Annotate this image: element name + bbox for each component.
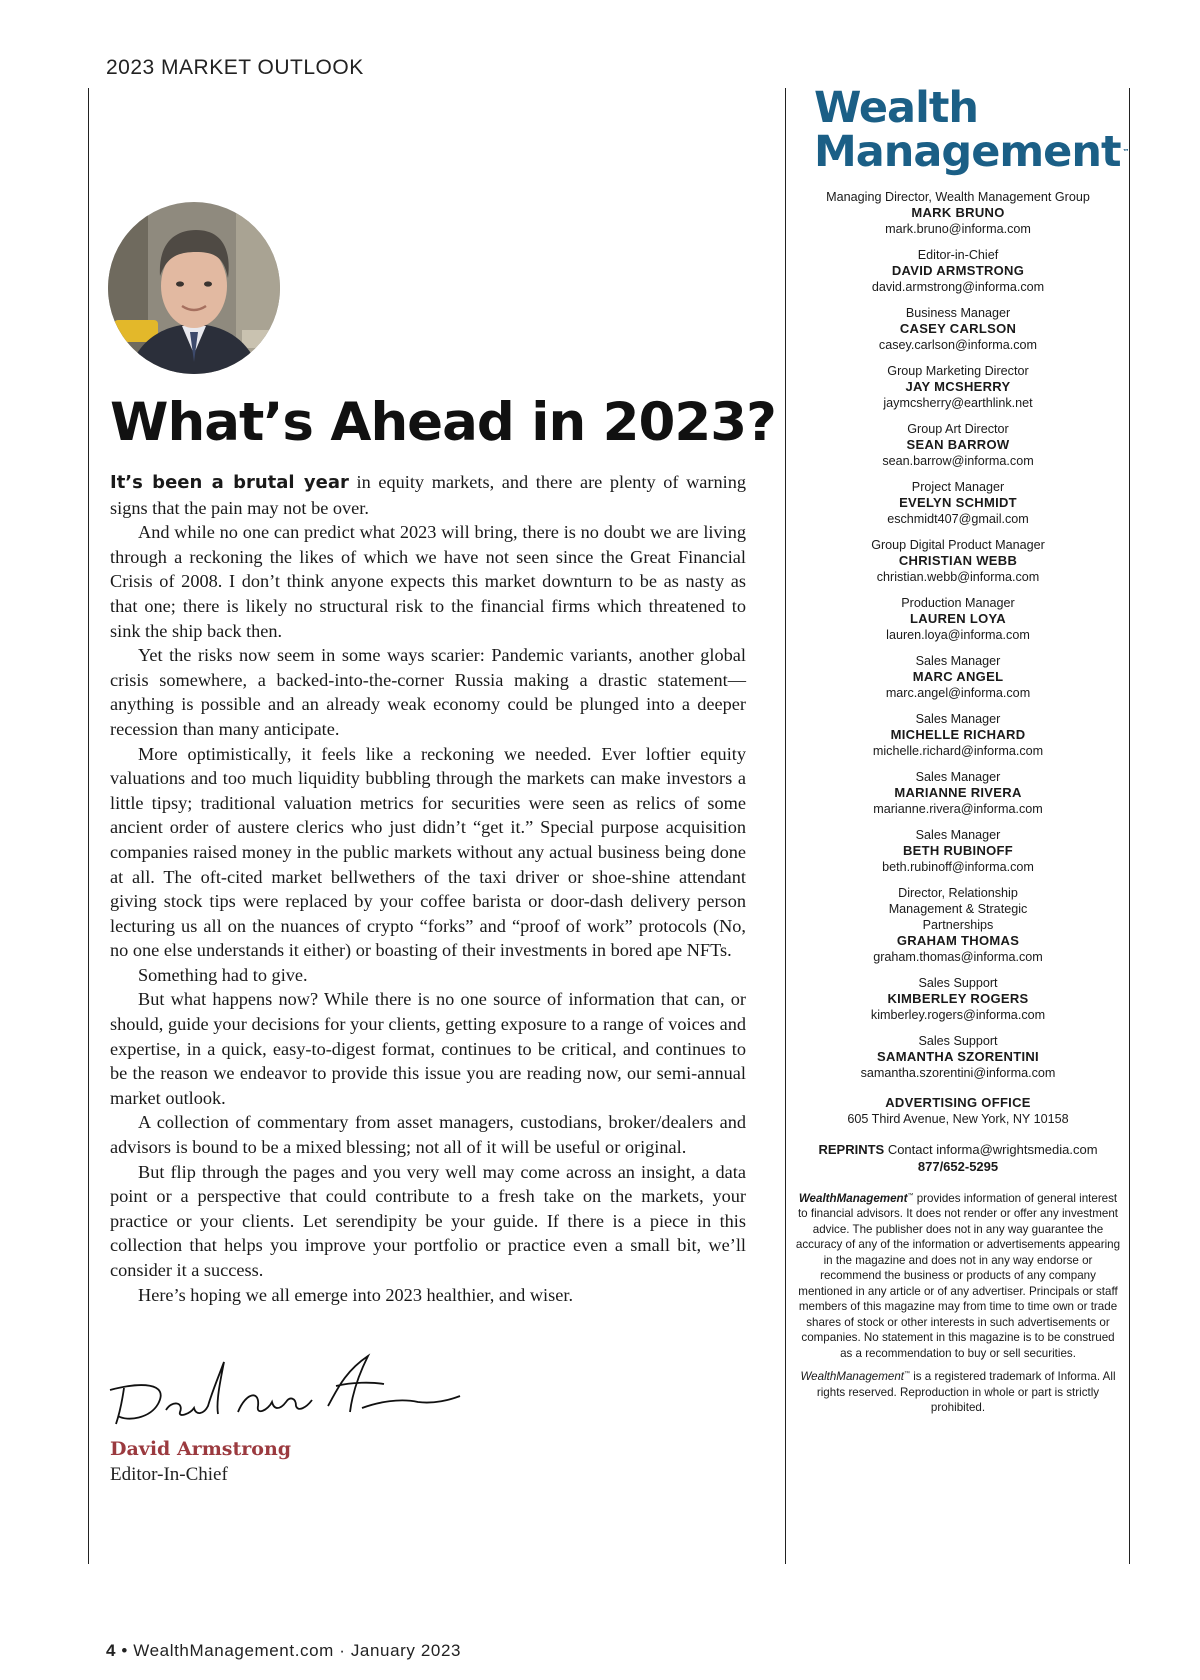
staff-name: MICHELLE RICHARD [890, 727, 1026, 742]
staff-entry [790, 363, 1126, 411]
advertising-label: ADVERTISING OFFICE [885, 1095, 1031, 1110]
paragraph: Yet the risks now seem in some ways scarier: Pandemic variants, another global crisis somewhere, a backed-into-the-corner Russia making a drastic statement—anything is possible and an already weak economy could be plunged into a deeper recession than many anticipate. [110, 645, 746, 739]
disclaimer [790, 1189, 1126, 1361]
paragraph: A collection of commentary from asset managers, custodians, broker/dealers and advisors is bound to be a mixed blessing; not all of it will be useful or original. [110, 1112, 746, 1158]
staff-entry [790, 653, 1126, 701]
staff-email: jaymcsherry@earthlink.net [883, 396, 1033, 410]
disclaimer-brand: WealthManagement [798, 1191, 908, 1205]
staff-name: CHRISTIAN WEBB [898, 553, 1018, 568]
masthead-divider-rule [785, 88, 786, 1564]
reprints-label: REPRINTS [818, 1142, 885, 1157]
staff-name: JAY MCSHERRY [905, 379, 1011, 394]
disclaimer-text: provides information of general interest to financial advisors. It does not render or offer any investment advice. The publisher does not in any way guarantee the accuracy of any of the information or advertisements appearing in the magazine and does not in any way endorse or recommend the business or products of any company mentioned in any article or of any advertiser. Principals or staff members of this magazine may from time to time own or trade shares of stock or other interests in such advertisements or companies. No statement in this magazine is to be construed as a recommendation to buy or sell securities. [795, 1191, 1121, 1360]
paragraph: Here’s hoping we all emerge into 2023 healthier, and wiser. [138, 1284, 574, 1305]
lead-paragraph [110, 470, 746, 520]
advertising-office [790, 1095, 1126, 1127]
staff-name: GRAHAM THOMAS [896, 933, 1020, 948]
reprints-phone: 877/652-5295 [917, 1159, 999, 1174]
staff-role: Business Manager [905, 306, 1011, 320]
page-number: 4 [106, 1641, 117, 1660]
staff-email: lauren.loya@informa.com [886, 628, 1030, 642]
staff-role: Sales Manager [915, 654, 1001, 668]
author-photo [108, 202, 280, 374]
staff-name: LAUREN LOYA [910, 611, 1006, 626]
staff-email: marianne.rivera@informa.com [873, 802, 1043, 816]
logo-line2-text: Management [814, 127, 1121, 177]
staff-name: BETH RUBINOFF [902, 843, 1014, 858]
staff-email: samantha.szorentini@informa.com [860, 1066, 1056, 1080]
logo-tm: ™ [1122, 148, 1129, 156]
masthead [790, 189, 1126, 1416]
staff-email: marc.angel@informa.com [885, 686, 1031, 700]
staff-entry [790, 595, 1126, 643]
reprints-contact: Contact informa@wrightsmedia.com [884, 1142, 1098, 1157]
staff-name: CASEY CARLSON [899, 321, 1017, 336]
lead-in: It’s been a brutal year [110, 472, 349, 493]
staff-entry [790, 711, 1126, 759]
section-label: 2023 MARKET OUTLOOK [106, 56, 364, 79]
staff-role: Sales Support [918, 976, 998, 990]
staff-role: Director, Relationship Management & Strategic Partnerships [888, 886, 1028, 932]
wealth-management-logo [814, 83, 1129, 177]
paragraph: But what happens now? While there is no one source of information that can, or should, guide your decisions for your clients, getting exposure to a range of voices and expertise, in a quick, easy-to-digest format, continues to be critical, and continues to be the reason we endeavor to provide this issue you are reading now, our semi-annual market outlook. [110, 989, 746, 1108]
staff-name: EVELYN SCHMIDT [899, 495, 1017, 510]
staff-entry [790, 827, 1126, 875]
staff-entry [790, 537, 1126, 585]
staff-name: SEAN BARROW [906, 437, 1010, 452]
staff-name: KIMBERLEY ROGERS [887, 991, 1029, 1006]
trademark-tm: ™ [903, 1371, 910, 1378]
staff-entry [790, 975, 1126, 1023]
author-signature [100, 1352, 470, 1442]
staff-entry [790, 189, 1126, 237]
trademark-notice [790, 1367, 1126, 1415]
staff-email: christian.webb@informa.com [876, 570, 1040, 584]
staff-name: MARK BRUNO [911, 205, 1005, 220]
staff-entry [790, 421, 1126, 469]
advertising-address: 605 Third Avenue, New York, NY 10158 [847, 1112, 1069, 1126]
left-column-rule [88, 88, 89, 1564]
disclaimer-tm: ™ [907, 1193, 914, 1199]
paragraph: And while no one can predict what 2023 will bring, there is no doubt we are living through a reckoning the likes of which we have not seen since the Great Financial Crisis of 2008. I don’t think anyone expects this market downturn to be as nasty as that one; there is likely no structural risk to the financial firms which threatened to sink the ship back then. [110, 522, 746, 641]
logo-line2 [814, 127, 1129, 177]
right-column-rule [1129, 88, 1130, 1564]
staff-role: Sales Manager [915, 712, 1001, 726]
staff-role: Group Art Director [907, 422, 1009, 436]
staff-role: Project Manager [911, 480, 1005, 494]
staff-role: Sales Support [918, 1034, 998, 1048]
reprints-line [790, 1141, 1126, 1158]
author-title: Editor-In-Chief [110, 1464, 228, 1485]
staff-role: Editor-in-Chief [917, 248, 999, 262]
staff-email: sean.barrow@informa.com [882, 454, 1034, 468]
staff-email: kimberley.rogers@informa.com [870, 1008, 1046, 1022]
staff-name: SAMANTHA SZORENTINI [877, 1049, 1039, 1064]
footer-site-date: • WealthManagement.com · January 2023 [116, 1641, 462, 1660]
trademark-brand: WealthManagement [800, 1370, 904, 1384]
staff-entry [790, 885, 1126, 965]
logo-line1: Wealth [814, 83, 978, 133]
staff-role: Sales Manager [915, 828, 1001, 842]
paragraph: More optimistically, it feels like a reckoning we needed. Ever loftier equity valuations and too much liquidity bubbling through the markets can make investors a little tipsy; traditional valuation metrics for securities were seen as relics of some ancient order of austere clerics who just didn’t “get it.” Special purpose acquisition companies raised money in the public markets without any actual business being done at all. The oft-cited market bellwethers of the taxi driver or shoe-shine attendant giving stock tips were replaced by your coffee barista or door-dash delivery person lecturing us all on the nuances of crypto “forks” and “proof of work” protocols (No, no one else understands it either) or boasting of their investments in bored ape NFTs. [110, 743, 746, 961]
staff-name: DAVID ARMSTRONG [891, 263, 1025, 278]
article-headline: What’s Ahead in 2023? [110, 392, 776, 453]
staff-role: Production Manager [901, 596, 1015, 610]
staff-email: mark.bruno@informa.com [885, 222, 1031, 236]
author-name: David Armstrong [110, 1438, 292, 1460]
article-body [110, 470, 746, 1307]
paragraph: But flip through the pages and you very well may come across an insight, a data point or a perspective that could contribute to a fresh take on the markets, your practice or your clients. Let serendipity be your guide. If there is a piece in this collection that helps you improve your portfolio or practice even a small bit, we’ll consider it a success. [110, 1161, 746, 1280]
staff-role: Managing Director, Wealth Management Group [826, 190, 1090, 204]
staff-entry [790, 769, 1126, 817]
lead-text: in equity markets, and there are plenty of warning signs that the pain may not be over. [110, 472, 746, 518]
staff-email: beth.rubinoff@informa.com [882, 860, 1034, 874]
staff-name: MARC ANGEL [912, 669, 1004, 684]
staff-role: Sales Manager [915, 770, 1001, 784]
staff-role: Group Marketing Director [887, 364, 1029, 378]
staff-email: david.armstrong@informa.com [871, 280, 1045, 294]
page-footer [106, 1641, 461, 1661]
staff-email: graham.thomas@informa.com [873, 950, 1043, 964]
staff-entry [790, 479, 1126, 527]
staff-email: casey.carlson@informa.com [878, 338, 1038, 352]
staff-entry [790, 305, 1126, 353]
reprints [790, 1141, 1126, 1175]
staff-email: michelle.richard@informa.com [872, 744, 1044, 758]
trademark-text: is a registered trademark of Informa. All rights reserved. Reproduction in whole or part is strictly prohibited. [816, 1370, 1116, 1415]
staff-email: eschmidt407@gmail.com [887, 512, 1029, 526]
paragraph: Something had to give. [138, 964, 308, 985]
staff-entry [790, 1033, 1126, 1081]
staff-entry [790, 247, 1126, 295]
staff-name: MARIANNE RIVERA [894, 785, 1022, 800]
staff-role: Group Digital Product Manager [871, 538, 1045, 552]
